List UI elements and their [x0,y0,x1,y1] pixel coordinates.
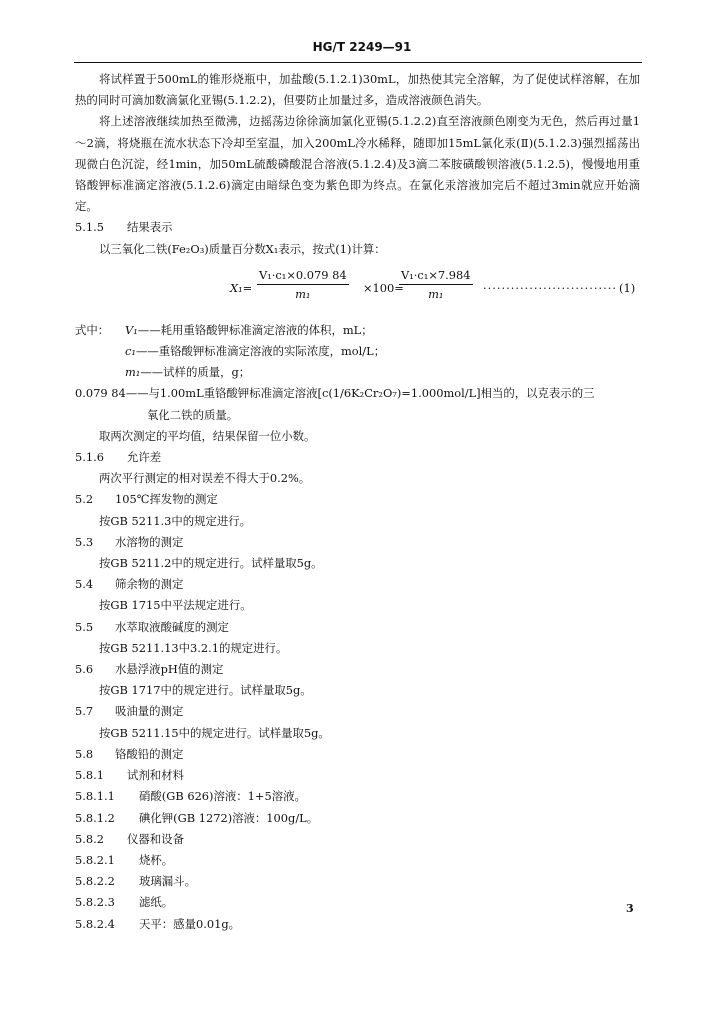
where-item [75,362,640,383]
section-heading [75,701,640,722]
average-note: 取两次测定的平均值，结果保留一位小数。 [99,428,316,443]
section-number: 5.8 [75,746,94,761]
section-title: 允许差 [127,450,162,465]
section-heading [75,617,640,638]
section-heading-5-1-5 [75,217,640,238]
document-body [75,69,640,935]
section-number: 5.8.2.4 [75,916,115,931]
section-title: 滤纸。 [139,895,174,910]
header-rule [74,62,642,63]
section-heading [75,765,640,786]
section-body: 两次平行测定的相对误差不得大于0.2%。 [99,471,311,486]
fraction-denominator: m₁ [428,286,444,301]
section-heading [75,786,640,807]
section-heading [75,532,640,553]
section-number: 5.5 [75,619,94,634]
section-title: 水悬浮液pH值的测定 [115,662,224,677]
fraction-numerator: V₁·c₁×7.984 [399,266,473,285]
symbol: m₁ [125,365,141,380]
section-number: 5.1.5 [75,220,104,235]
section-number: 5.8.1 [75,768,104,783]
section-body: 按GB 1715中平法规定进行。 [99,598,252,613]
section-heading [75,892,640,913]
section-title: 烧杯。 [139,852,174,867]
section-body: 按GB 5211.3中的规定进行。 [99,513,252,528]
section-heading [75,574,640,595]
section-number: 5.3 [75,534,94,549]
formula-fraction-2 [399,266,473,303]
fraction-numerator: V₁·c₁×0.079 84 [257,266,349,285]
formula-leader-dots: ····························· [483,280,618,295]
section-body: 按GB 1717中的规定进行。试样量取5g。 [99,683,312,698]
constant-definition [75,383,640,404]
section-title: 水溶物的测定 [115,534,184,549]
symbol-description: ——重铬酸钾标准滴定溶液的实际浓度，mol/L； [135,344,386,359]
section-number: 5.4 [75,577,94,592]
section-body: 按GB 5211.15中的规定进行。试样量取5g。 [99,725,330,740]
section-body: 按GB 5211.13中3.2.1的规定进行。 [99,640,288,655]
symbol: c₁ [125,344,136,359]
section-number: 5.8.1.1 [75,789,115,804]
section-title: 105℃挥发物的测定 [115,492,218,507]
constant-description-continued: 氧化二铁的质量。 [147,407,239,422]
section-body-5-1-5: 以三氧化二铁(Fe₂O₃)质量百分数X₁表示，按式(1)计算： [99,241,386,256]
constant-value: 0.079 84 [75,386,126,401]
section-body: 按GB 5211.2中的规定进行。试样量取5g。 [99,556,323,571]
where-item [75,320,640,341]
formula-fraction-1 [257,266,349,303]
section-number: 5.8.2.1 [75,852,115,867]
section-number: 5.2 [75,492,94,507]
constant-description: ——与1.00mL重铬酸钾标准滴定溶液[c(1/6K₂Cr₂O₇)=1.000mol/L]相当的，以克表示的三 [125,386,595,401]
symbol: V₁ [125,322,138,337]
section-number: 5.8.2.2 [75,874,115,889]
section-heading [75,447,640,468]
section-title: 仪器和设备 [127,831,184,846]
symbol-description: ——试样的质量，g； [140,365,251,380]
paragraph-dissolution: 将试样置于500mL的锥形烧瓶中，加盐酸(5.1.2.1)30mL，加热使其完全溶解，为了促使试样溶解，在加热的同时可滴加数滴氯化亚锡(5.1.2.2)，但要防止加量过多，造成溶液颜色消失。 [75,72,640,108]
section-heading [75,489,640,510]
formula-times-100: ×100= [363,280,404,295]
section-heading [75,808,640,829]
section-heading [75,871,640,892]
section-title: 吸油量的测定 [115,704,184,719]
section-title: 玻璃漏斗。 [139,874,196,889]
section-heading [75,914,640,935]
formula-1 [75,264,640,314]
page-number: 3 [626,902,634,915]
section-number: 5.7 [75,704,94,719]
section-number: 5.6 [75,662,94,677]
section-number: 5.8.1.2 [75,810,115,825]
where-prefix: 式中： [75,322,110,337]
section-list [75,447,640,744]
where-item [75,341,640,362]
fraction-denominator: m₁ [295,286,311,301]
section-number: 5.1.6 [75,450,104,465]
section-title: 结果表示 [127,220,173,235]
section-heading [75,850,640,871]
equation-number: (1) [619,280,636,295]
section-5-8 [75,744,640,935]
section-number: 5.8.2.3 [75,895,115,910]
section-title: 水萃取液酸碱度的测定 [115,619,229,634]
section-heading [75,659,640,680]
section-title: 筛余物的测定 [115,577,184,592]
document-header: HG/T 2249—91 [312,40,412,54]
section-heading [75,744,640,765]
section-heading [75,829,640,850]
section-title: 铬酸铅的测定 [115,746,184,761]
symbol-description: ——耗用重铬酸钾标准滴定溶液的体积，mL； [137,322,373,337]
formula-lhs: X₁= [230,280,253,295]
section-title: 碘化钾(GB 1272)溶液：100g/L。 [139,810,319,825]
section-title: 硝酸(GB 626)溶液：1+5溶液。 [139,789,306,804]
section-title: 天平：感量0.01g。 [139,916,240,931]
section-title: 试剂和材料 [127,768,184,783]
paragraph-titration: 将上述溶液继续加热至微沸，边摇荡边徐徐滴加氯化亚锡(5.1.2.2)直至溶液颜色刚变为无色，然后再过量1～2滴，将烧瓶在流水状态下冷却至室温，加入200mL冷水稀释，随即加15mL氯化汞(Ⅱ)(5.1.2.3)强烈摇荡出现微白色沉淀，经1min，加50mL硫酸磷酸混合溶液(5.1.2.4)及3滴二苯胺磺酸钡溶液(5.1.2.5)，慢慢地用重铬酸钾标准滴定溶液(5.1.2.6)滴定由暗绿色变为紫色即为终点。在氯化汞溶液加完后不超过3min就应开始滴定。 [75,114,640,214]
section-number: 5.8.2 [75,831,104,846]
